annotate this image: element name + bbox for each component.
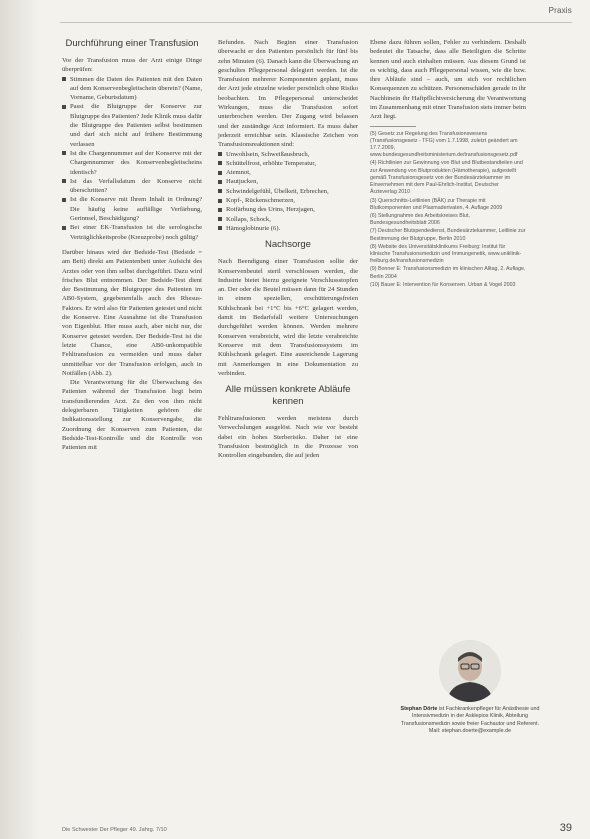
reaction-signs-list [218,150,358,234]
responsibility-paragraph: Die Verantwortung für die Überwachung des Patienten während der Transfusion liegt beim transfundierenden Arzt. Zu den von ihm nicht delegierbaren Tätigkeiten gehören die Indikationsstellung zur Konservengabe, die Zuordnung der Konserven zum Patienten, die Bedside-Test-Kontrolle und die Kontrolle von Patienten mit [62,379,202,452]
list-item: Ist die Konserve mit Ihrem Inhalt in Ordnung? Die häufig keine auffällige Verfärbung, Gerinnsel, Beschädigung? [62,195,202,223]
reference-item: (4) Richtlinien zur Gewinnung von Blut und Blutbestandteilen und zur Anwendung von Blutprodukten (Hämotherapie), aufgestellt gemäß Transfusionsgesetz von der Bundesärztekammer im Einvernehmen mit dem Paul-Ehrlich-Institut, Deutscher Ärzteverlag 2010 [370,160,523,196]
bullet-square-icon [218,217,222,221]
bullet-square-icon [218,226,222,230]
conclusion-paragraph: Ebene dazu führen sollen, Fehler zu verhindern. Deshalb bedeutet die Tatsache, dass alle Beteiligten die Schritte kennen und auch einhalten müssen. Aus diesem Grund ist es wichtig, dass auch Pflegepersonal wissen, wie die bzw. ihre Abläufe sind – auch, um sich vor rechtlichen Konsequenzen zu schützen. Personenschäden gerade in ihr Nachhinein ihr Haftpflichtversicherung die Verantwortung im Zusammenhang mit einer Transfusion stets immer beim Arzt liegt. [370,39,526,121]
author-photo [439,640,501,702]
bullet-square-icon [62,179,66,183]
checklist [62,75,202,242]
list-item: Passt die Blutgruppe der Konserve zur Blutgruppe des Patienten? Jede Klinik muss dafür die Blutgruppe des Patienten selbst bestimmen und darf sich nicht auf frühere Bestimmung verlassen [62,102,202,148]
list-item: Kopf-, Rückenschmerzen, [218,196,358,205]
list-item: Schüttelfrost, erhöhte Temperatur, [218,159,358,168]
bullet-square-icon [218,189,222,193]
bullet-square-icon [218,161,222,165]
list-item: Atemnot, [218,168,358,177]
column-2 [218,38,358,461]
reference-item: (9) Bonner E: Transfusionsmedizin im klinischen Alltag, 2. Auflage, Berlin 2004 [370,266,526,280]
list-item: Kollaps, Schock, [218,215,358,224]
references-rule [370,126,416,127]
reference-item: (7) Deutscher Blutspendedienst, Bundesärztekammer, Leitlinie zur Bestimmung der Blutgruppe, Berlin 2010 [370,228,526,242]
list-item: Bei einer EK-Transfusion ist die serologische Verträglichkeitsprobe (Kreuzprobe) noch gültig? [62,223,202,242]
heading-nachsorge: Nachsorge [265,239,311,251]
list-item: Schwindelgefühl, Übelkeit, Erbrechen, [218,187,358,196]
reference-item: (5) Gesetz zur Regelung des Transfusionswesens (Transfusionsgesetz - TFG) vom 1.7.1998, zuletzt geändert am 17.7.2009, www.bundesgesundheitsministerium.de/transfusionsgesetz.pdf [370,130,518,159]
intro-paragraph: Vor der Transfusion muss der Arzt einige Dinge überprüfen: [62,57,202,74]
author-contact: Mail: stephan.doerte@example.de [428,727,512,734]
list-item: Ist das Verfallsdatum der Konserve nicht überschritten? [62,177,202,196]
column-3 [370,38,526,290]
list-item: Unwohlsein, Schweißausbruch, [218,150,358,159]
list-item: Hautjucken, [218,177,358,186]
monitoring-paragraph: Befunden. Nach Beginn einer Transfusion überwacht er den Patienten persönlich für fünf bis zehn Minuten (6). Danach kann die Überwachung an geschultes Pflegepersonal delegiert werden. Ist die Transfusion mehrerer Komponenten geplant, muss der Arzt jede einzelne wieder persönlich ohne Risiko beobachten. Im Pflegepersonal unterscheidet Wirkungen, muss die Transfusion sofort unterbrochen werden. Der Zugang wird belassen und der zuständige Arzt informiert. Es muss daher jederzeit erreichbar sein. Klassische Zeichen von Transfusionsreaktionen sind: [218,39,358,149]
reference-item: (6) Stellungnahme des Arbeitskreises Blut, Bundesgesundheitsblatt 2006 [370,212,470,227]
list-item: Ist die Chargennummer auf der Konserve mit der Chargennummer des Konservenbegleitscheins identisch? [62,149,202,177]
bullet-square-icon [218,208,222,212]
aftercare-paragraph: Nach Beendigung einer Transfusion sollte der Konservenbeutel steril verschlossen werden, die Industrie bietet hierzu geeignete Verschlussstopfen an. Der oder die Beutel müssen dann für 24 Stunden in einem speziellen, erschütterungsfreien Kühlschrank bei +1°C bis +6°C gelagert werden, damit im Bedarfsfall weitere Untersuchungen durchgeführt werden können. Werden mehrere Konserven verabreicht, wird die letzte verabreichte Konserve mit dem Transfusionssystem im Kühlschrank gelagert. Eine ausreichende Lagerung mit Anmerkungen in eine Dokumentation zu verbinden. [218,258,358,377]
bullet-square-icon [62,151,66,155]
header-rule [60,22,572,23]
bullet-square-icon [218,180,222,184]
reference-item: (3) Querschnitts-Leitlinien (BÄK) zur Therapie mit Blutkomponenten und Plasmaderivaten, 4. Auflage 2009 [370,197,503,211]
heading-ablaeufe: Alle müssen konkrete Abläufe kennen [225,384,351,408]
list-item: Rotfärbung des Urins, Herzjagen, [218,205,358,214]
heading-durchfuehrung: Durchführung einer Transfusion [65,38,199,49]
bullet-square-icon [62,105,66,109]
author-name: Stephan Dörte [400,706,438,712]
journal-footer: Die Schwester Der Pfleger 49. Jahrg. 7/10 [62,827,167,833]
errors-paragraph: Fehltransfusionen werden meistens durch Verwechslungen ausgelöst. Nach wie vor besteht dabei ein hohes Sterberisiko. Daher ist eine Transfusion bestmöglich in die Prozesse von Kontrollen eingebunden, die auf jeden [218,415,358,460]
column-1 [62,38,202,452]
reference-item: (8) Website des Universitätsklinikums Freiburg: Institut für klinische Transfusionsmedizin und Immungenetik, www.uniklinik-freiburg.de/transfusionsmedizin [370,243,522,265]
bullet-square-icon [62,198,66,202]
references-list [370,131,526,289]
author-bio [392,706,548,735]
section-rubric: Praxis [548,6,572,15]
list-item: Stimmen die Daten des Patienten mit den Daten auf dem Konservenbegleitschein überein? (Name, Vorname, Geburtsdatum) [62,75,202,103]
bullet-square-icon [218,171,222,175]
author-description: ist Fachkrankenpfleger für Anästhesie und Intensivmedizin in der Asklepios Klinik, Abteilung Transfusionsmedizin sowie freier Fachautor und Referent. [400,706,540,727]
bullet-square-icon [62,77,66,81]
page-number: 39 [559,822,572,834]
list-item: Hämoglobinurie (6). [218,224,358,233]
page-gutter-shadow [0,0,40,839]
bullet-square-icon [218,152,222,156]
bullet-square-icon [218,199,222,203]
bedside-paragraph: Darüber hinaus wird der Bedside-Test (Bedside = am Bett) direkt am Patientenbett unter Aufsicht des Arztes oder von ihm selbst durchgeführt. Dazu wird frisches Blut entnommen. Der Bedside-Test dient der Bestimmung der Blutgruppe des Patienten im AB0-System, gegebenenfalls auch des Rhesus-Faktors. Er wird also für Patienten getestet und nicht die Konserve. Eine Ausnahme ist die Transfusion von Eigenblut. Hier muss auch, aber nicht nur, die Konserve getestet werden. Der Bedside-Test ist die letzte Chance, eine AB0-unkompatible Fehltransfusion zu vermeiden und muss daher unmittelbar vor der Transfusion erfolgen, auch in Notfällen (Abb. 2). [62,248,202,377]
reference-item: (10) Bauer E: Intervention für Konserven. Urban & Vogel 2003 [370,281,516,288]
bullet-square-icon [62,226,66,230]
